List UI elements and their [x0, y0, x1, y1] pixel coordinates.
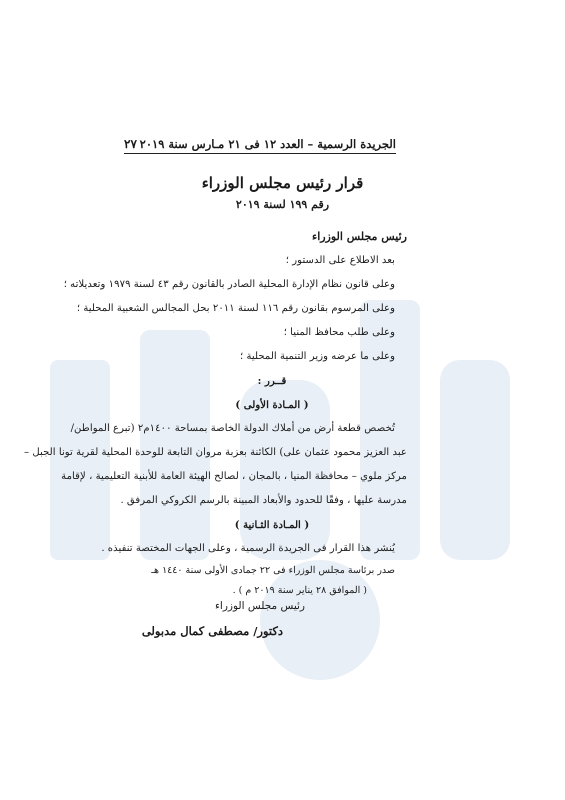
preamble-line: وعلى طلب محافظ المنيا ؛ — [283, 327, 395, 338]
preamble-line: وعلى قانون نظام الإدارة المحلية الصادر بالقانون رقم ٤٣ لسنة ١٩٧٩ وتعديلاته ؛ — [63, 279, 395, 290]
page-number: ٢٧ — [124, 137, 137, 151]
decree-body — [23, 225, 407, 601]
decided-heading: قــرر : — [257, 375, 287, 387]
preamble-line: بعد الاطلاع على الدستور ؛ — [285, 255, 395, 266]
corresponding-date: ( الموافق ٢٨ يناير سنة ٢٠١٩ م ) . — [232, 585, 367, 596]
preamble-line: وعلى ما عرضه وزير التنمية المحلية ؛ — [239, 351, 395, 362]
decree-title: قرار رئيس مجلس الوزراء — [201, 174, 364, 192]
issued-line: صدر برئاسة مجلس الوزراء فى ٢٢ جمادى الأولى سنة ١٤٤٠ هـ — [151, 565, 395, 576]
article-2-heading: ( المـادة الثـانية ) — [234, 519, 310, 531]
gazette-issue-line: الجريدة الرسمية – العدد ١٢ فى ٢١ مـارس سنة ٢٠١٩ — [139, 137, 396, 151]
article-1-line: مركز ملوي – محافظة المنيا ، بالمجان ، لصالح الهيئة العامة للأبنية التعليمية ، لإقامة — [61, 471, 407, 482]
preamble-line: وعلى المرسوم بقانون رقم ١١٦ لسنة ٢٠١١ بحل المجالس الشعبية المحلية ؛ — [76, 303, 395, 314]
article-1-heading: ( المـادة الأولى ) — [235, 399, 309, 411]
signature-name: دكتور/ مصطفى كمال مدبولى — [141, 624, 283, 638]
article-1-line: تُخصص قطعة أرض من أملاك الدولة الخاصة بمساحة ١٤٠٠م٢ (تبرع المواطن/ — [70, 423, 395, 434]
article-1-line: مدرسة عليها ، وفقًا للحدود والأبعاد المبينة بالرسم الكروكي المرفق . — [120, 495, 407, 506]
signature-title: رئيس مجلس الوزراء — [214, 600, 305, 612]
article-1-line: عبد العزيز محمود عثمان على) الكائنة بعزبة مروان التابعة للوحدة المحلية لقرية تونا الجبل – — [23, 447, 407, 458]
article-2-text: يُنشر هذا القرار فى الجريدة الرسمية ، وعلى الجهات المختصة تنفيذه . — [101, 543, 395, 554]
running-header — [124, 131, 396, 154]
decree-number: رقم ١٩٩ لسنة ٢٠١٩ — [235, 198, 330, 211]
issuer-heading: رئيس مجلس الوزراء — [312, 230, 407, 243]
